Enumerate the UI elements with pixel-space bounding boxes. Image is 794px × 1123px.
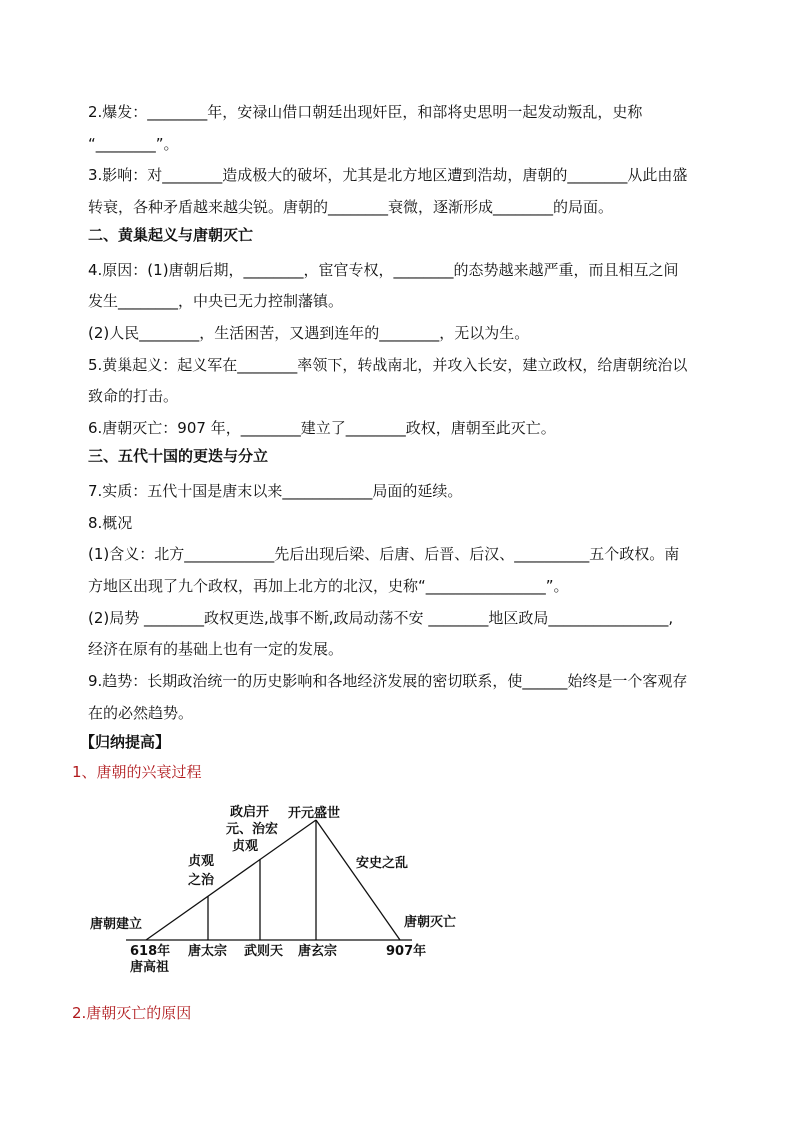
- text-line: 9.趋势：长期政治统一的历史影响和各地经济发展的密切联系，使______始终是一个客观存: [88, 672, 688, 690]
- peak-left-label: 政启开: [230, 805, 270, 820]
- text-line: 4.原因：(1)唐朝后期，________，宦官专权，________的态势越来越严重，而且相互之间: [88, 261, 679, 279]
- text-line: 2.爆发：________年，安禄山借口朝廷出现奸臣，和部将史思明一起发动叛乱，史称: [88, 103, 643, 121]
- text-line: 转衰，各种矛盾越来越尖锐。唐朝的________衰微，逐渐形成________的局面。: [88, 198, 614, 216]
- text-line: 5.黄巢起义：起义军在________率领下，转战南北，并攻入长安，建立政权，给唐朝统治以: [88, 356, 688, 374]
- subsection-title: 1、唐朝的兴衰过程: [72, 763, 202, 781]
- text-line: 发生________，中央已无力控制藩镇。: [88, 292, 344, 310]
- text-line: 致命的打击。: [88, 387, 179, 405]
- peak-left-label: 贞观: [232, 839, 259, 854]
- kaiyuan-label: 开元盛世: [288, 806, 341, 821]
- taizong-label: 唐太宗: [188, 944, 228, 959]
- text-line: 6.唐朝灭亡：907 年，________建立了________政权，唐朝至此灭亡。: [88, 419, 556, 437]
- tang-rise-fall-diagram: [80, 795, 480, 980]
- section-heading: 二、黄巢起义与唐朝灭亡: [88, 226, 254, 244]
- gaozu-label: 唐高祖: [130, 960, 170, 975]
- anshi-label: 安史之乱: [356, 856, 409, 871]
- wuzetian-label: 武则天: [244, 944, 284, 959]
- zhenguan-label: 贞观: [188, 854, 215, 869]
- subsection-title: 2.唐朝灭亡的原因: [72, 1004, 192, 1022]
- fall-line: [316, 820, 400, 940]
- text-line: 8.概况: [88, 514, 133, 532]
- zhenguan-label: 之治: [188, 873, 215, 888]
- text-line: (2)局势 ________政权更迭,战事不断,政局动荡不安 ________地区政局________________,: [88, 609, 674, 627]
- text-line: 经济在原有的基础上也有一定的发展。: [88, 640, 344, 658]
- text-line: (1)含义：北方____________先后出现后梁、后唐、后晋、后汉、__________五个政权。南: [88, 545, 680, 563]
- text-line: 方地区出现了九个政权，再加上北方的北汉，史称“________________”。: [88, 577, 569, 595]
- text-line: 在的必然趋势。: [88, 704, 194, 722]
- start-year-label: 618年: [130, 944, 171, 959]
- summary-heading: 【归纳提高】: [80, 733, 171, 751]
- peak-left-label: 元、治宏: [226, 822, 279, 837]
- tang-fall-label: 唐朝灭亡: [404, 915, 457, 930]
- tang-founding-label: 唐朝建立: [90, 917, 143, 932]
- section-heading: 三、五代十国的更迭与分立: [88, 447, 269, 465]
- end-year-label: 907年: [386, 944, 427, 959]
- text-line: “________”。: [88, 135, 179, 153]
- text-line: (2)人民________，生活困苦，又遇到连年的________，无以为生。: [88, 324, 530, 342]
- rise-line: [146, 820, 316, 940]
- text-line: 7.实质：五代十国是唐末以来____________局面的延续。: [88, 482, 463, 500]
- text-line: 3.影响：对________造成极大的破坏，尤其是北方地区遭到浩劫，唐朝的________从此由盛: [88, 166, 688, 184]
- xuanzong-label: 唐玄宗: [298, 944, 338, 959]
